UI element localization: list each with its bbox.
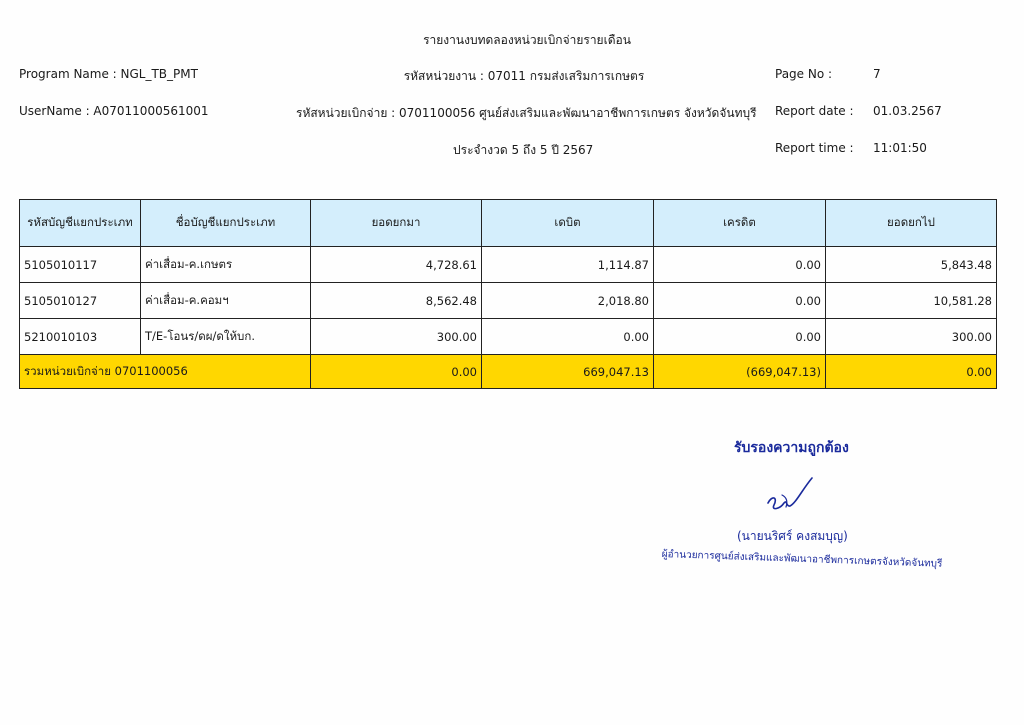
username: UserName : A07011000561001 [19,104,209,118]
total-brought-forward: 0.00 [311,355,482,389]
col-account-name: ชื่อบัญชีแยกประเภท [141,200,311,247]
total-credit: (669,047.13) [654,355,826,389]
debit-cell: 0.00 [482,319,654,355]
disbursing-unit: รหัสหน่วยเบิกจ่าย : 0701100056 ศูนย์ส่งเสริมและพัฒนาอาชีพการเกษตร จังหวัดจันทบุรี [296,106,757,120]
table-header-row [20,200,997,247]
credit-cell: 0.00 [654,247,826,283]
total-debit: 669,047.13 [482,355,654,389]
signer-name: (นายนริศร์ คงสมบุญ) [737,529,848,543]
carried-forward-cell: 300.00 [826,319,997,355]
brought-forward-cell: 300.00 [311,319,482,355]
brought-forward-cell: 4,728.61 [311,247,482,283]
debit-cell: 2,018.80 [482,283,654,319]
trial-balance-table [19,199,997,389]
credit-cell: 0.00 [654,283,826,319]
col-credit: เครดิต [654,200,826,247]
report-date-value: 01.03.2567 [873,104,942,118]
account-name-cell: T/E-โอนร/ดผ/ดให้บก. [141,319,311,355]
account-code-cell: 5105010127 [20,283,141,319]
report-time-value: 11:01:50 [873,141,927,155]
total-carried-forward: 0.00 [826,355,997,389]
period: ประจำงวด 5 ถึง 5 ปี 2567 [453,143,594,157]
col-debit: เดบิต [482,200,654,247]
col-carried-forward: ยอดยกไป [826,200,997,247]
total-label: รวมหน่วยเบิกจ่าย 0701100056 [20,355,311,389]
carried-forward-cell: 5,843.48 [826,247,997,283]
table-row [20,247,997,283]
handwritten-signature [760,475,820,520]
signer-position: ผู้อำนวยการศูนย์ส่งเสริมและพัฒนาอาชีพการเกษตรจังหวัดจันทบุรี [661,548,943,570]
total-row [20,355,997,389]
col-brought-forward: ยอดยกมา [311,200,482,247]
certify-text: รับรองความถูกต้อง [734,440,849,456]
report-time-label: Report time : [775,141,854,155]
col-account-code: รหัสบัญชีแยกประเภท [20,200,141,247]
agency-code: รหัสหน่วยงาน : 07011 กรมส่งเสริมการเกษตร [403,69,645,83]
table-row [20,319,997,355]
table-row [20,283,997,319]
report-date-label: Report date : [775,104,854,118]
brought-forward-cell: 8,562.48 [311,283,482,319]
debit-cell: 1,114.87 [482,247,654,283]
report-title: รายงานงบทดลองหน่วยเบิกจ่ายรายเดือน [423,33,631,47]
credit-cell: 0.00 [654,319,826,355]
account-code-cell: 5105010117 [20,247,141,283]
carried-forward-cell: 10,581.28 [826,283,997,319]
account-code-cell: 5210010103 [20,319,141,355]
account-name-cell: ค่าเสื่อม-ค.เกษตร [141,247,311,283]
page-no-value: 7 [873,67,881,81]
page-no-label: Page No : [775,67,833,81]
program-name: Program Name : NGL_TB_PMT [19,67,198,81]
account-name-cell: ค่าเสื่อม-ค.คอมฯ [141,283,311,319]
